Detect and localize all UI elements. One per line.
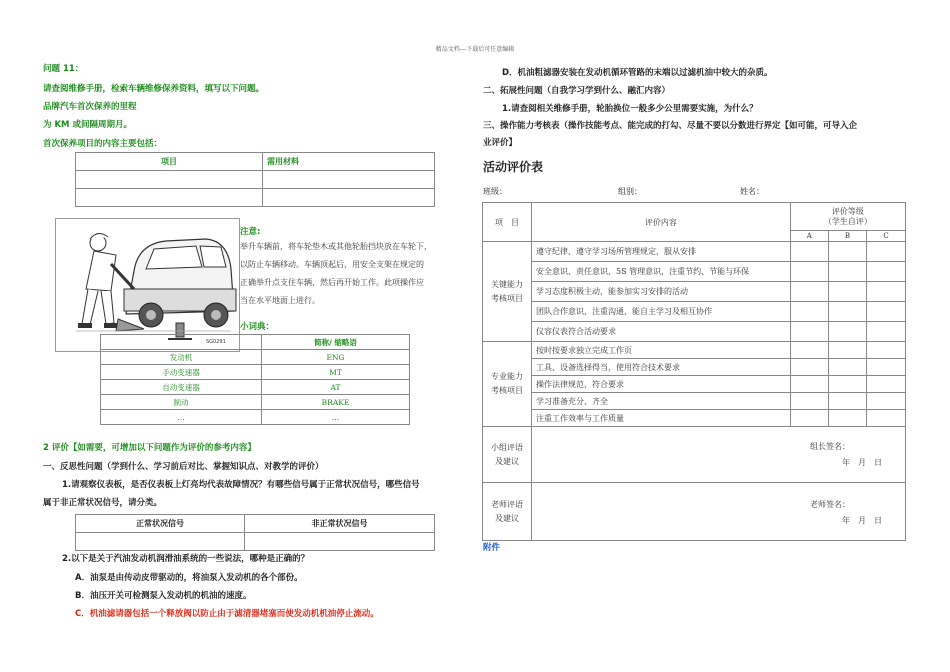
items-heading: 首次保养项目的内容主要包括： (43, 139, 163, 149)
extension-question-1: 1.请查阅相关维修手册，轮胎换位一般多少公里需要实施，为什么？ (502, 104, 758, 114)
grade-cell (867, 376, 906, 393)
table-cell (245, 533, 435, 551)
dict-term: 自动变速器 (101, 380, 262, 395)
eval-grade-title: 评价等级 (831, 206, 864, 216)
dict-header-abbr: 简称/ 缩略语 (262, 335, 410, 350)
dict-term: 制动 (101, 395, 262, 410)
grade-cell (790, 376, 828, 393)
question-11-label: 问题 11： (43, 64, 84, 74)
dict-abbr: AT (262, 380, 410, 395)
grade-cell (867, 393, 906, 410)
grade-cell (828, 410, 866, 427)
key-item: 遵守纪律、遵守学习场所管理规定，服从安排 (532, 242, 791, 262)
pro-item: 按时按要求独立完成工作页 (532, 342, 791, 359)
grade-a: A (790, 231, 828, 242)
grade-cell (790, 410, 828, 427)
grade-c: C (867, 231, 906, 242)
image-code: SG0291 (206, 339, 226, 345)
pro-item: 学习准备充分、齐全 (532, 393, 791, 410)
option-a: A．油泵是由传动皮带驱动的，将油泵入发动机的各个部份。 (75, 573, 303, 583)
grade-cell (867, 262, 906, 282)
table-cell (263, 171, 435, 189)
table-header-material: 需用材料 (263, 153, 435, 171)
car-lift-illustration (55, 218, 240, 352)
grade-cell (790, 302, 828, 322)
dict-abbr: MT (262, 365, 410, 380)
table-header-item: 项目 (76, 153, 263, 171)
dictionary-label: 小词典： (240, 322, 275, 332)
grade-cell (828, 282, 866, 302)
dict-abbr: BRAKE (262, 395, 410, 410)
grade-b: B (828, 231, 866, 242)
eval-grade-subtitle: （学生自评） (823, 216, 872, 226)
teacher-review-cell (532, 483, 906, 541)
question-1-line1: 1.请观察仪表板，是否仪表板上灯亮均代表故障情况？有哪些信号属于正常状况信号，哪些信号 (62, 480, 420, 490)
pro-item: 操作法律规范，符合要求 (532, 376, 791, 393)
grade-cell (867, 242, 906, 262)
pro-item: 工具、设备选择得当，使用符合技术要求 (532, 359, 791, 376)
grade-cell (867, 410, 906, 427)
grade-cell (867, 282, 906, 302)
group-leader-sign: 组长签名： (810, 442, 850, 451)
interval-line: 为 KM 或间隔周期月。 (43, 120, 132, 130)
table-cell (263, 189, 435, 207)
name-label: 姓名： (740, 187, 764, 196)
key-item: 团队合作意识，注重沟通，能自主学习及相互协作 (532, 302, 791, 322)
question-2: 2.以下是关于汽油发动机润滑油系统的一些说法，哪种是正确的？ (62, 554, 310, 564)
grade-cell (867, 322, 906, 342)
activity-title: 活动评价表 (483, 160, 544, 174)
maintenance-items-table (75, 152, 435, 207)
extension-heading: 二、拓展性问题（自我学习学到什么、融汇内容） (483, 86, 671, 96)
grade-cell (828, 376, 866, 393)
activity-evaluation-table (482, 202, 906, 541)
brand-mileage-line: 品牌汽车首次保养的里程 (43, 102, 137, 112)
abbreviation-table (100, 334, 410, 425)
instruction-line: 请查阅维修手册，检索车辆维修保养资料，填写以下问题。 (43, 84, 265, 94)
page-header: 精品文档---下载后可任意编辑 (435, 46, 515, 53)
teacher-date: 年 月 日 (842, 516, 882, 525)
option-c: C．机油滤请器包括一个释放阀以防止由于滤清器堵塞而使发动机机油停止流动。 (75, 609, 379, 619)
caution-label: 注意: (240, 227, 261, 237)
caution-line: 以防止车辆移动。车辆顶起后，用安全支架在规定的 (240, 260, 424, 269)
pro-item: 注重工作效率与工作质量 (532, 410, 791, 427)
professional-ability-label: 专业能力 考核项目 (483, 342, 532, 427)
key-item: 安全意识、责任意识，5S 管理意识，注重节约、节能与环保 (532, 262, 791, 282)
table-cell (76, 171, 263, 189)
table-header-abnormal: 非正常状况信号 (245, 515, 435, 533)
table-header-normal: 正常状况信号 (76, 515, 245, 533)
reflection-heading: 一、反思性问题（学到什么、学习前后对比、掌握知识点、对教学的评价） (43, 462, 324, 472)
grade-cell (790, 242, 828, 262)
key-ability-label: 关键能力 考核项目 (483, 242, 532, 342)
mechanic-car-drawing (56, 219, 239, 351)
table-cell (76, 189, 263, 207)
eval-header-content: 评价内容 (532, 203, 791, 242)
class-label: 班级： (483, 187, 507, 196)
operation-heading-line2: 业评价】 (483, 138, 518, 148)
option-b: B．油压开关可检测泵入发动机的机油的速度。 (75, 591, 252, 601)
key-item: 学习态度积极主动，能参加实习安排的活动 (532, 282, 791, 302)
attachment-label: 附件 (483, 543, 501, 553)
caution-line: 举升车辆前，将车轮垫木或其他轮胎挡块放在车轮下， (240, 242, 432, 251)
evaluation-heading: 2 评价【如需要，可增加以下问题作为评价的参考内容】 (43, 443, 256, 453)
grade-cell (790, 282, 828, 302)
group-review-cell (532, 427, 906, 483)
grade-cell (828, 262, 866, 282)
caution-line: 当在水平地面上进行。 (240, 296, 320, 305)
grade-cell (790, 262, 828, 282)
grade-cell (867, 302, 906, 322)
eval-header-item: 项 目 (483, 203, 532, 242)
signal-table (75, 514, 435, 551)
teacher-review-label: 老师评语 及建议 (483, 483, 532, 541)
dict-header-term (101, 335, 262, 350)
dict-abbr: ENG (262, 350, 410, 365)
dict-term: … (101, 410, 262, 425)
key-item: 仪容仪表符合活动要求 (532, 322, 791, 342)
grade-cell (828, 359, 866, 376)
eval-header-grade (790, 203, 905, 231)
teacher-sign: 老师签名： (810, 500, 850, 509)
caution-line: 正确举升点支住车辆，然后再开始工作。此项操作应 (240, 278, 424, 287)
grade-cell (867, 359, 906, 376)
question-1-line2: 属于非正常状况信号，请分类。 (43, 498, 163, 508)
grade-cell (790, 359, 828, 376)
grade-cell (828, 322, 866, 342)
grade-cell (828, 393, 866, 410)
grade-cell (828, 302, 866, 322)
group-date: 年 月 日 (842, 458, 882, 467)
grade-cell (828, 342, 866, 359)
group-review-label: 小组评语 及建议 (483, 427, 532, 483)
option-d: D．机油粗滤器安装在发动机循环管路的末端以过滤机油中较大的杂质。 (502, 68, 773, 78)
grade-cell (790, 393, 828, 410)
grade-cell (790, 342, 828, 359)
caution-text (240, 238, 455, 310)
grade-cell (790, 322, 828, 342)
grade-cell (867, 342, 906, 359)
dict-term: 手动变速器 (101, 365, 262, 380)
table-cell (76, 533, 245, 551)
dict-abbr: … (262, 410, 410, 425)
operation-heading-line1: 三、操作能力考核表（操作技能考点、能完成的打勾、尽量不要以分数进行界定【如可能，可导入企 (483, 121, 858, 131)
grade-cell (828, 242, 866, 262)
dict-term: 发动机 (101, 350, 262, 365)
group-label: 组别： (618, 187, 642, 196)
